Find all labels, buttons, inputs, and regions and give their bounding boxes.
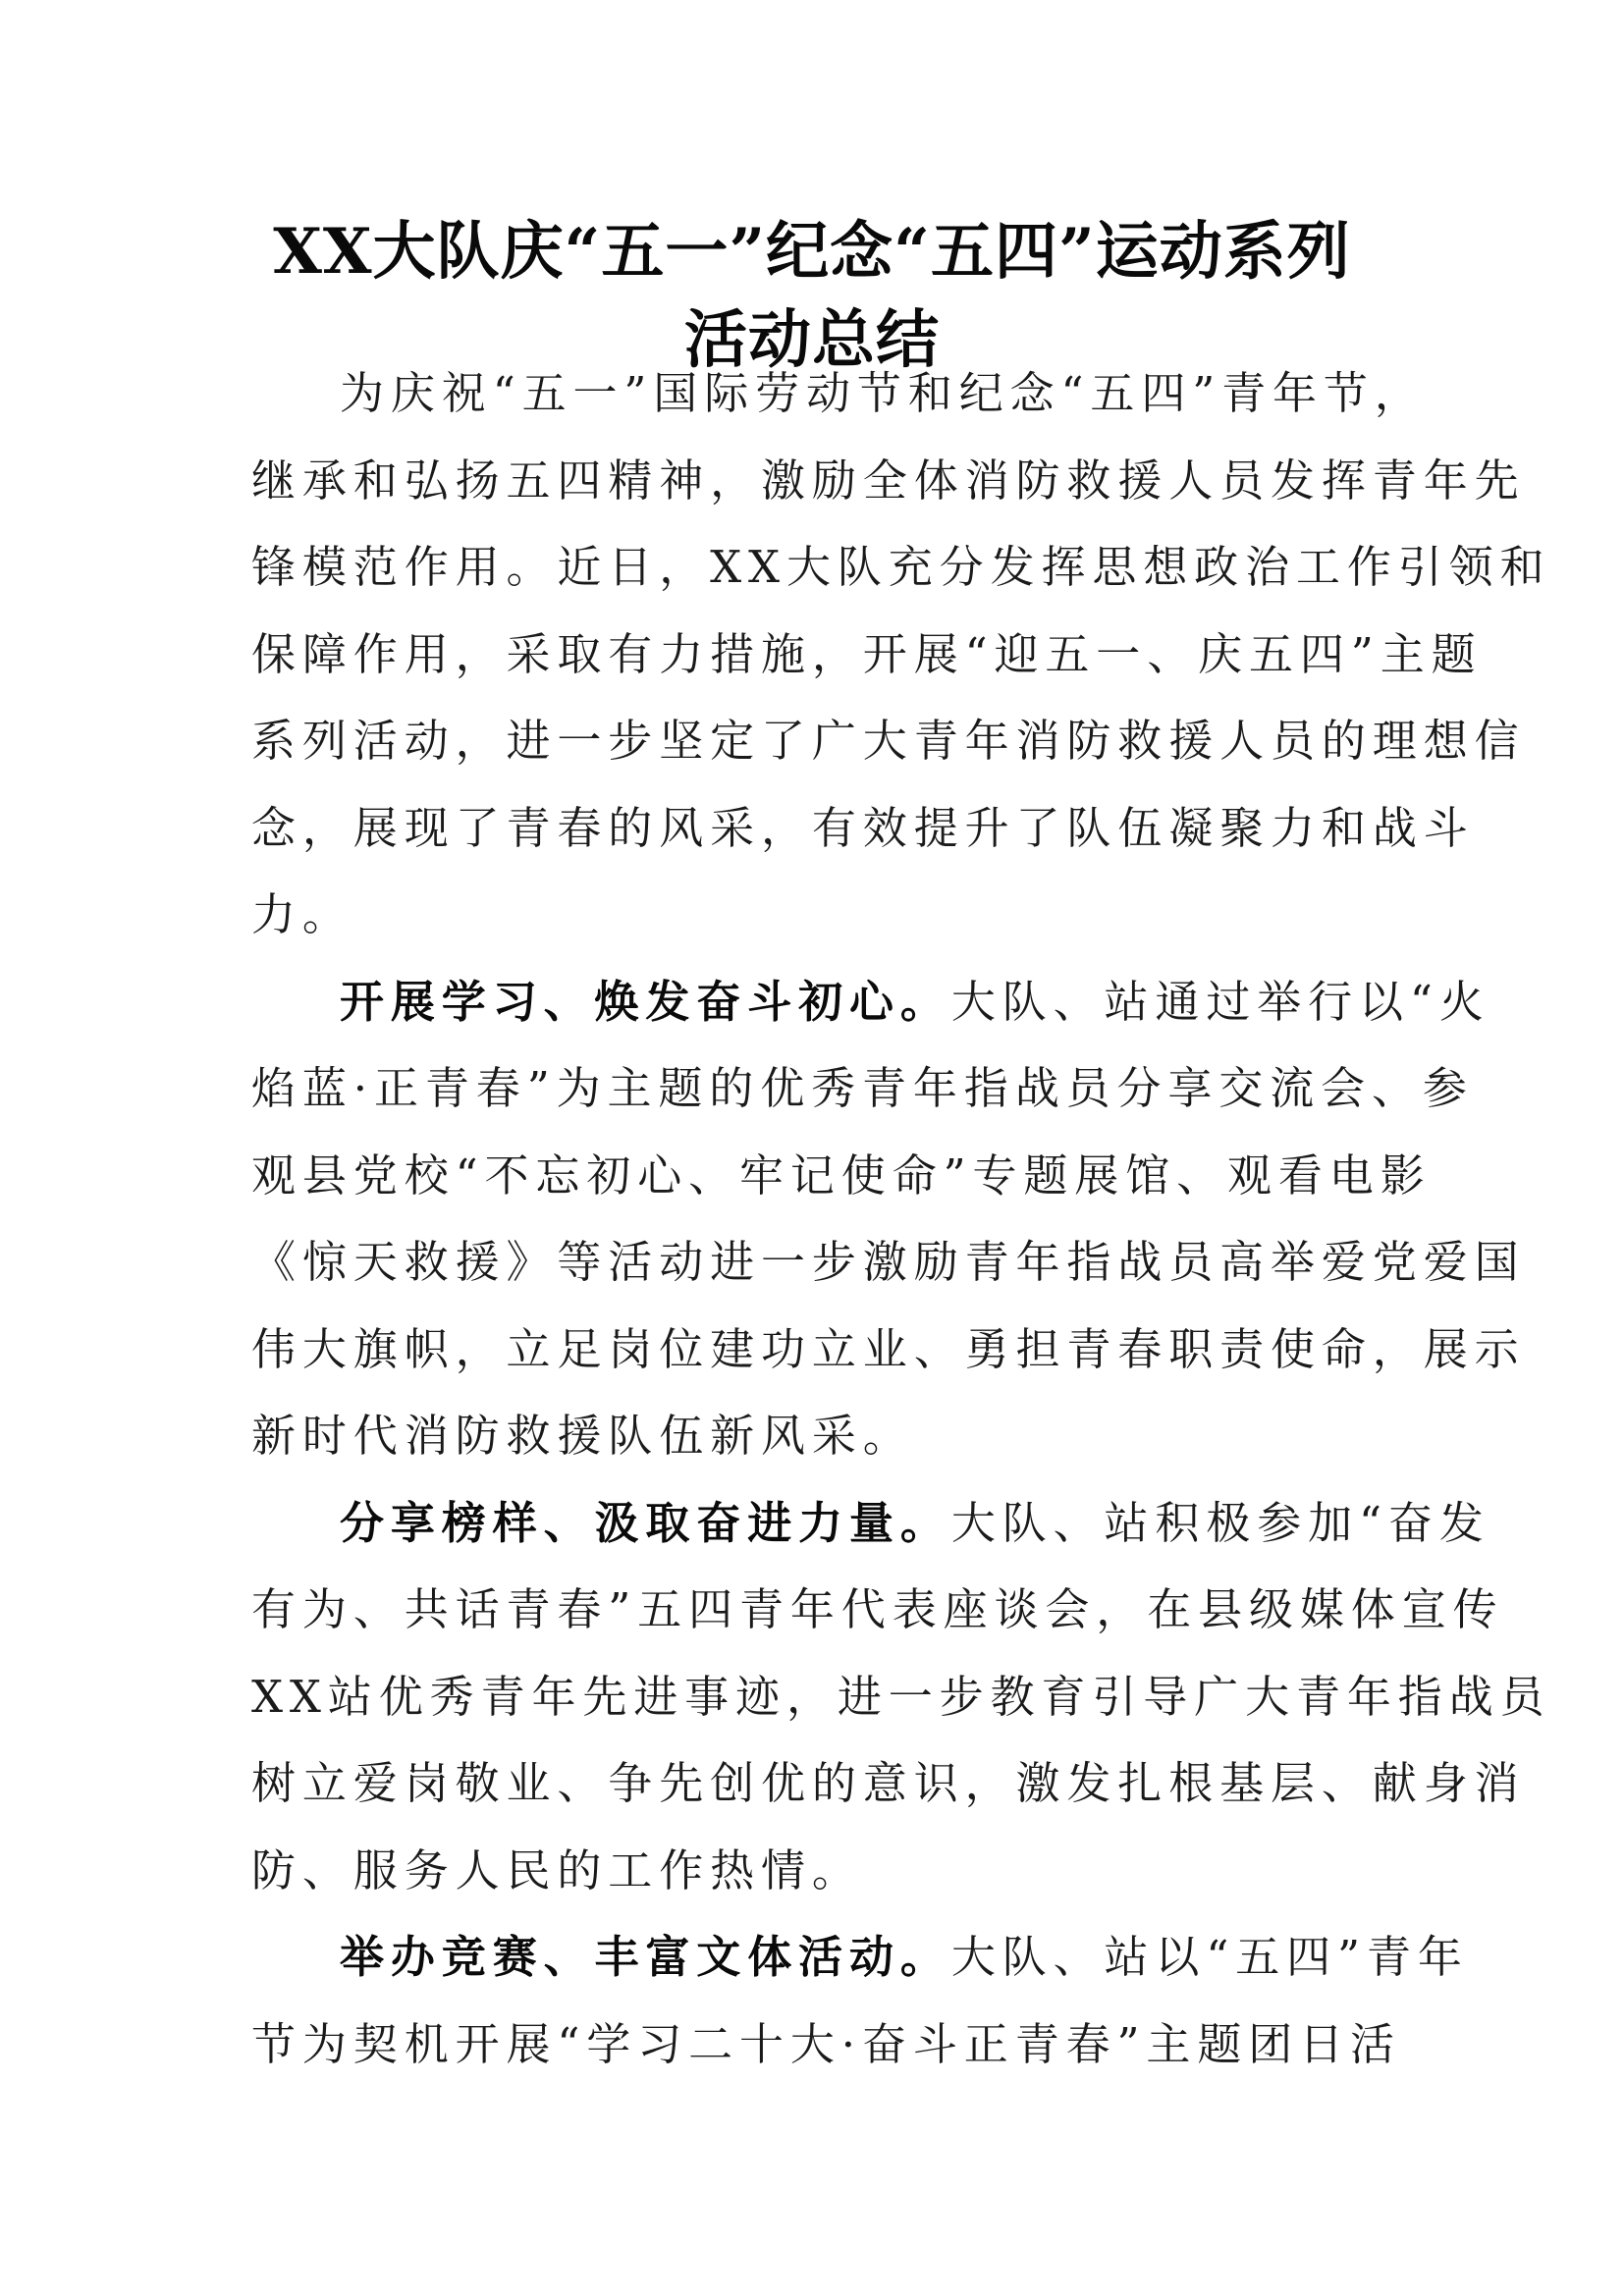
paragraph-heading: 开展学习、焕发奋斗初心。 [340, 975, 951, 1028]
paragraph-role-models [251, 1480, 1551, 1915]
text-line: 系列活动，进一步坚定了广大青年消防救援人员的理想信 [251, 715, 1526, 767]
text-line: 防、服务人民的工作热情。 [251, 1843, 863, 1896]
paragraph-intro [251, 350, 1551, 959]
text-line [251, 1480, 1490, 1568]
text-line [251, 959, 1490, 1046]
text-line: 树立爱岗敬业、争先创优的意识，激发扎根基层、献身消 [251, 1757, 1526, 1809]
text-line: XX站优秀青年先进事迹，进一步教育引导广大青年指战员 [251, 1670, 1551, 1723]
text-line: 伟大旗帜，立足岗位建功立业、勇担青春职责使命，展示 [251, 1322, 1526, 1375]
text-line: 《惊天救援》等活动进一步激励青年指战员高举爱党爱国 [251, 1236, 1526, 1288]
text-line: 念，展现了青春的风采，有效提升了队伍凝聚力和战斗 [251, 801, 1475, 854]
paragraph-text: 大队、站积极参加“奋发 [950, 1496, 1490, 1549]
text-line: 锋模范作用。近日，XX大队充分发挥思想政治工作引领和 [251, 541, 1551, 593]
text-line: 观县党校“不忘初心、牢记使命”专题展馆、观看电影 [251, 1148, 1432, 1201]
paragraph-text: 大队、站以“五四”青年 [950, 1931, 1469, 1983]
document-body [251, 350, 1551, 2088]
paragraph-heading: 举办竞赛、丰富文体活动。 [340, 1931, 951, 1983]
title-line-2: 活动总结 [684, 303, 940, 377]
text-line: 保障作用，采取有力措施，开展“迎五一、庆五四”主题 [251, 627, 1483, 680]
text-line: 新时代消防救援队伍新风采。 [251, 1410, 914, 1462]
title-line-1: XX大队庆“五一”纪念“五四”运动系列 [273, 215, 1351, 289]
text-line: 为庆祝“五一”国际劳动节和纪念“五四”青年节， [340, 367, 1426, 419]
paragraph-text: 大队、站通过举行以“火 [950, 975, 1490, 1028]
text-line: 力。 [251, 888, 353, 940]
text-line: 焰蓝·正青春”为主题的优秀青年指战员分享交流会、参 [251, 1062, 1474, 1114]
text-line: 节为契机开展“学习二十大·奋斗正青春”主题团日活 [251, 2017, 1401, 2070]
text-line [251, 1914, 1469, 2002]
paragraph-study [251, 959, 1526, 1480]
text-line: 继承和弘扬五四精神，激励全体消防救援人员发挥青年先 [251, 454, 1526, 507]
paragraph-heading: 分享榜样、汲取奋进力量。 [340, 1496, 951, 1549]
paragraph-competitions [251, 1914, 1469, 2088]
text-line: 有为、共话青春”五四青年代表座谈会，在县级媒体宣传 [251, 1583, 1504, 1635]
